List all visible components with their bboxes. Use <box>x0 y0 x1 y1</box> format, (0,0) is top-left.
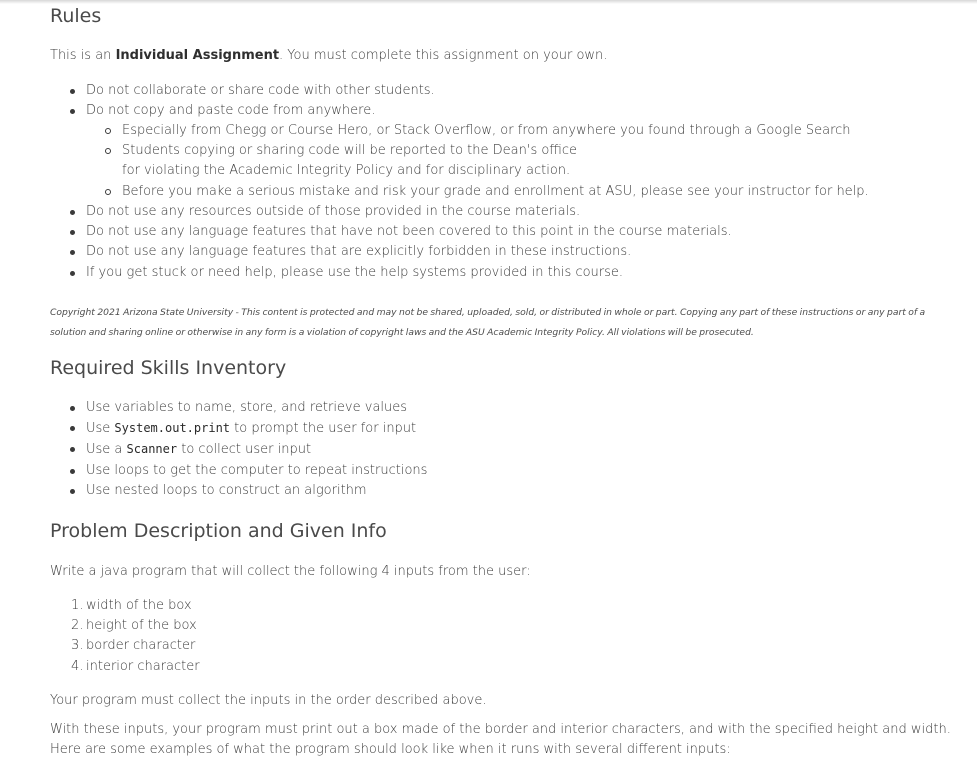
input-number: 1. <box>71 598 84 613</box>
top-shadow <box>0 0 977 4</box>
input-text: border character <box>86 638 196 654</box>
order-note: Your program must collect the inputs in the order described above. <box>50 693 487 708</box>
rule-subitem: Especially from Chegg or Course Hero, or Stack Overflow, or from anywhere you found through a Google Search <box>50 121 869 141</box>
input-number: 2. <box>71 618 84 634</box>
input-item <box>50 636 200 656</box>
input-item <box>50 596 200 616</box>
skill-item <box>50 439 427 460</box>
skills-heading: Required Skills Inventory <box>50 357 287 379</box>
skill-item: Use variables to name, store, and retrieve values <box>50 398 427 418</box>
skill-item: Use nested loops to construct an algorithm <box>50 481 427 501</box>
output-description-line: With these inputs, your program must print out a box made of the border and interior characters, and with the specified height and width. <box>50 722 951 737</box>
skill-item-pre: Use <box>86 421 115 437</box>
problem-intro: Write a java program that will collect the following 4 inputs from the user: <box>50 564 531 579</box>
rule-item: If you get stuck or need help, please use the help systems provided in this course. <box>50 263 732 283</box>
rules-sublist <box>50 121 869 202</box>
rule-subitem: Before you make a serious mistake and risk your grade and enrollment at ASU, please see your instructor for help. <box>50 182 869 202</box>
rule-item: Do not use any resources outside of those provided in the course materials. <box>50 202 732 222</box>
skill-item-post: to collect user input <box>177 442 312 458</box>
rule-item: Do not use any language features that have not been covered to this point in the course materials. <box>50 222 732 242</box>
rules-intro-post: . You must complete this assignment on your own. <box>279 48 608 63</box>
rules-list <box>50 81 435 121</box>
skill-item-pre: Use a <box>86 442 127 458</box>
rule-item: Do not copy and paste code from anywhere. <box>50 101 435 121</box>
rule-subitem <box>50 141 869 181</box>
code-scanner: Scanner <box>126 442 178 457</box>
rule-subitem-line: Students copying or sharing code will be reported to the Dean's office <box>122 143 578 159</box>
problem-heading: Problem Description and Given Info <box>50 520 387 542</box>
rules-intro-pre: This is an <box>50 48 116 63</box>
rule-item: Do not use any language features that are explicitly forbidden in these instructions. <box>50 242 732 262</box>
rules-intro-bold: Individual Assignment <box>115 48 280 63</box>
copyright-notice: Copyright 2021 Arizona State University - This content is protected and may not be shared, uploaded, sold, or distributed in whole or part. Copying any part of these instructions or any part of a solution and sharing online or otherwise in any form is a violation of copyright laws and the ASU Academic Integrity Policy. All violations will be prosecuted. <box>50 307 926 338</box>
output-description-line: Here are some examples of what the program should look like when it runs with several different inputs: <box>50 742 731 757</box>
input-text: height of the box <box>86 618 197 634</box>
rules-intro <box>50 46 607 66</box>
skill-item-post: to prompt the user for input <box>230 421 417 437</box>
rules-heading: Rules <box>50 5 102 27</box>
input-text: width of the box <box>86 598 192 613</box>
skill-item: Use loops to get the computer to repeat instructions <box>50 461 427 481</box>
skill-item <box>50 418 427 439</box>
inputs-list <box>50 596 200 677</box>
input-item <box>50 657 200 677</box>
rule-subitem-line: for violating the Academic Integrity Policy and for disciplinary action. <box>122 163 571 179</box>
input-item <box>50 616 200 636</box>
input-number: 4. <box>71 658 84 674</box>
input-text: interior character <box>86 658 200 674</box>
input-number: 3. <box>71 638 84 654</box>
rules-list-continued <box>50 202 732 283</box>
code-system-out-print: System.out.print <box>114 421 231 436</box>
rule-item: Do not collaborate or share code with other students. <box>50 81 435 101</box>
skills-list <box>50 398 427 501</box>
